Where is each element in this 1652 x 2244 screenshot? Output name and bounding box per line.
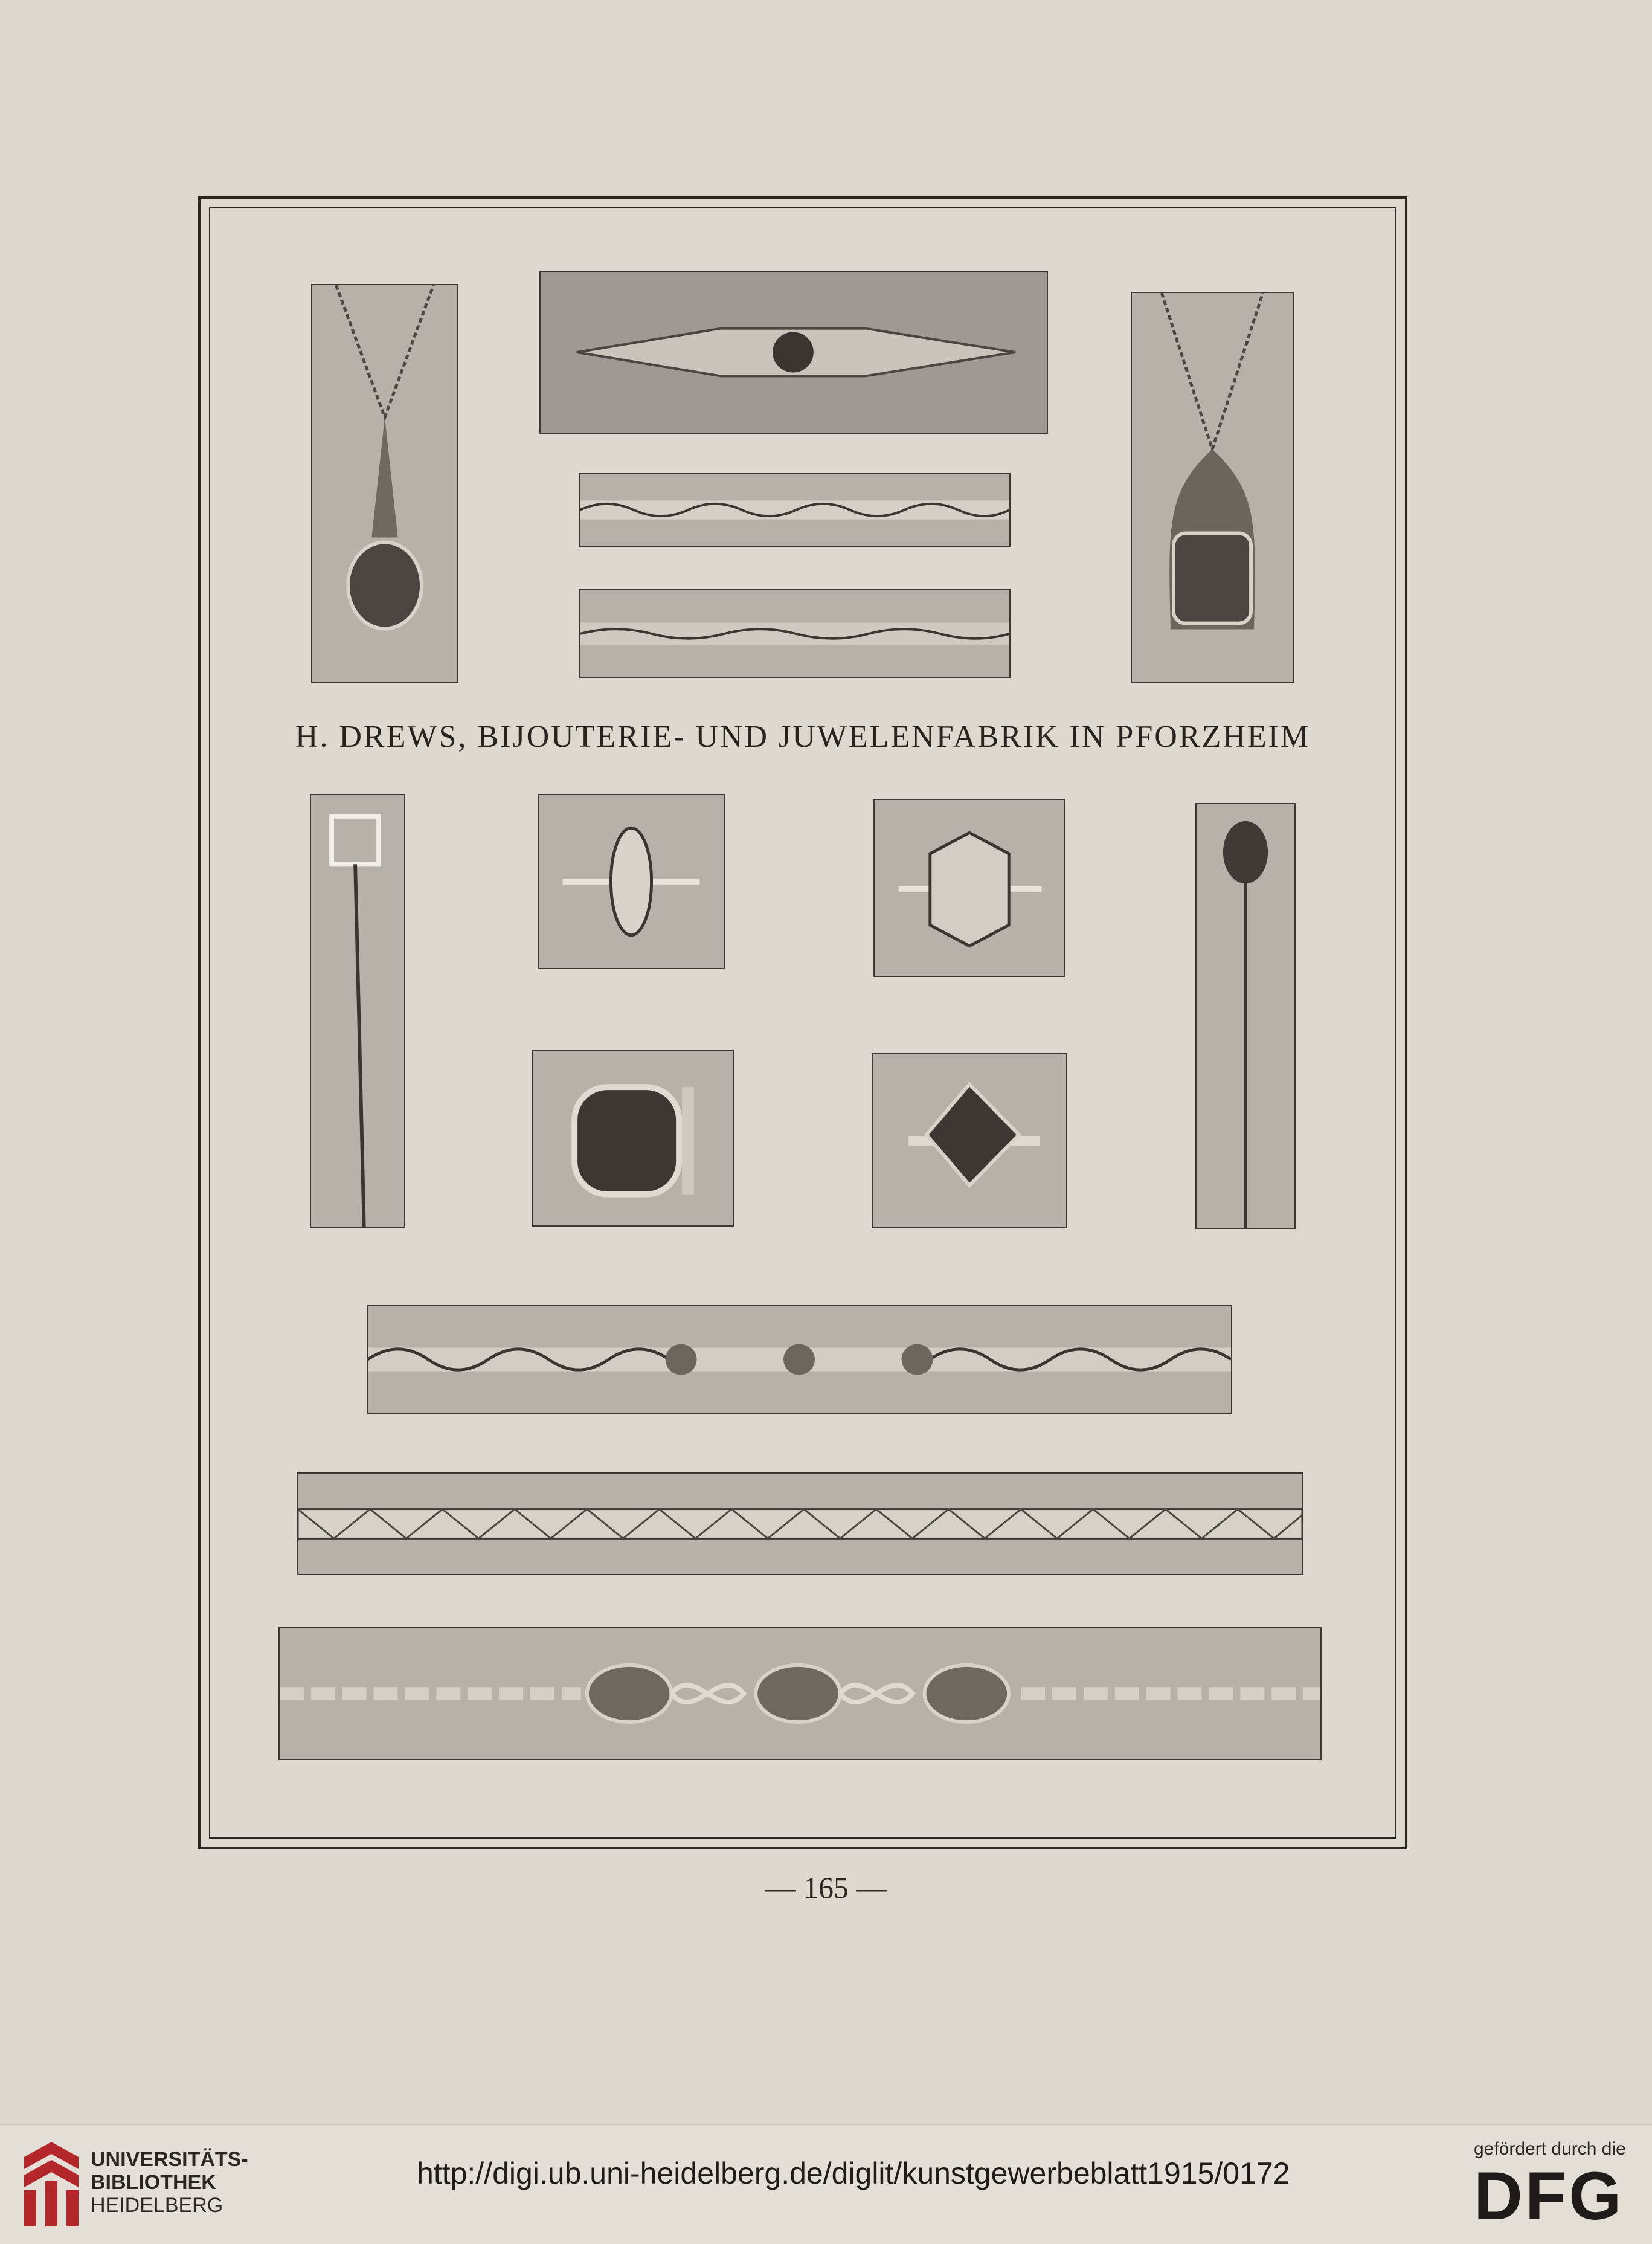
photo-signet-ring <box>532 1050 734 1227</box>
photo-bar-brooch <box>539 271 1048 434</box>
photo-pendant-necklace-right <box>1131 292 1294 683</box>
funding-note: gefördert durch die <box>1474 2139 1626 2159</box>
institution-line1: UNIVERSITÄTS- <box>91 2148 248 2171</box>
photo-stick-pin-left <box>310 794 405 1228</box>
source-url-link[interactable]: http://digi.ub.uni-heidelberg.de/diglit/kunstgewerbeblatt1915/0172 <box>417 2156 1290 2190</box>
photo-bracelet-3 <box>367 1305 1232 1414</box>
institution-line2: BIBLIOTHEK <box>91 2171 216 2194</box>
institution-name <box>91 2148 248 2217</box>
photo-bracelet-4 <box>297 1472 1303 1575</box>
photo-bracelet-2 <box>579 589 1011 678</box>
photo-pendant-necklace-left <box>311 284 458 683</box>
university-library-logo-icon <box>18 2139 85 2229</box>
photo-ring-2 <box>873 799 1065 977</box>
photo-bracelet-1 <box>579 473 1011 547</box>
plate-caption: H. DREWS, BIJOUTERIE- UND JUWELENFABRIK IN PFORZHEIM <box>295 720 1311 754</box>
photo-stone-ring <box>872 1053 1067 1228</box>
dfg-logo: DFG <box>1474 2158 1624 2234</box>
photo-stick-pin-right <box>1195 803 1296 1229</box>
institution-line3: HEIDELBERG <box>91 2194 223 2217</box>
photo-bracelet-5 <box>278 1627 1322 1760</box>
photo-ring-1 <box>538 794 725 969</box>
page-number: — 165 — <box>765 1871 887 1904</box>
